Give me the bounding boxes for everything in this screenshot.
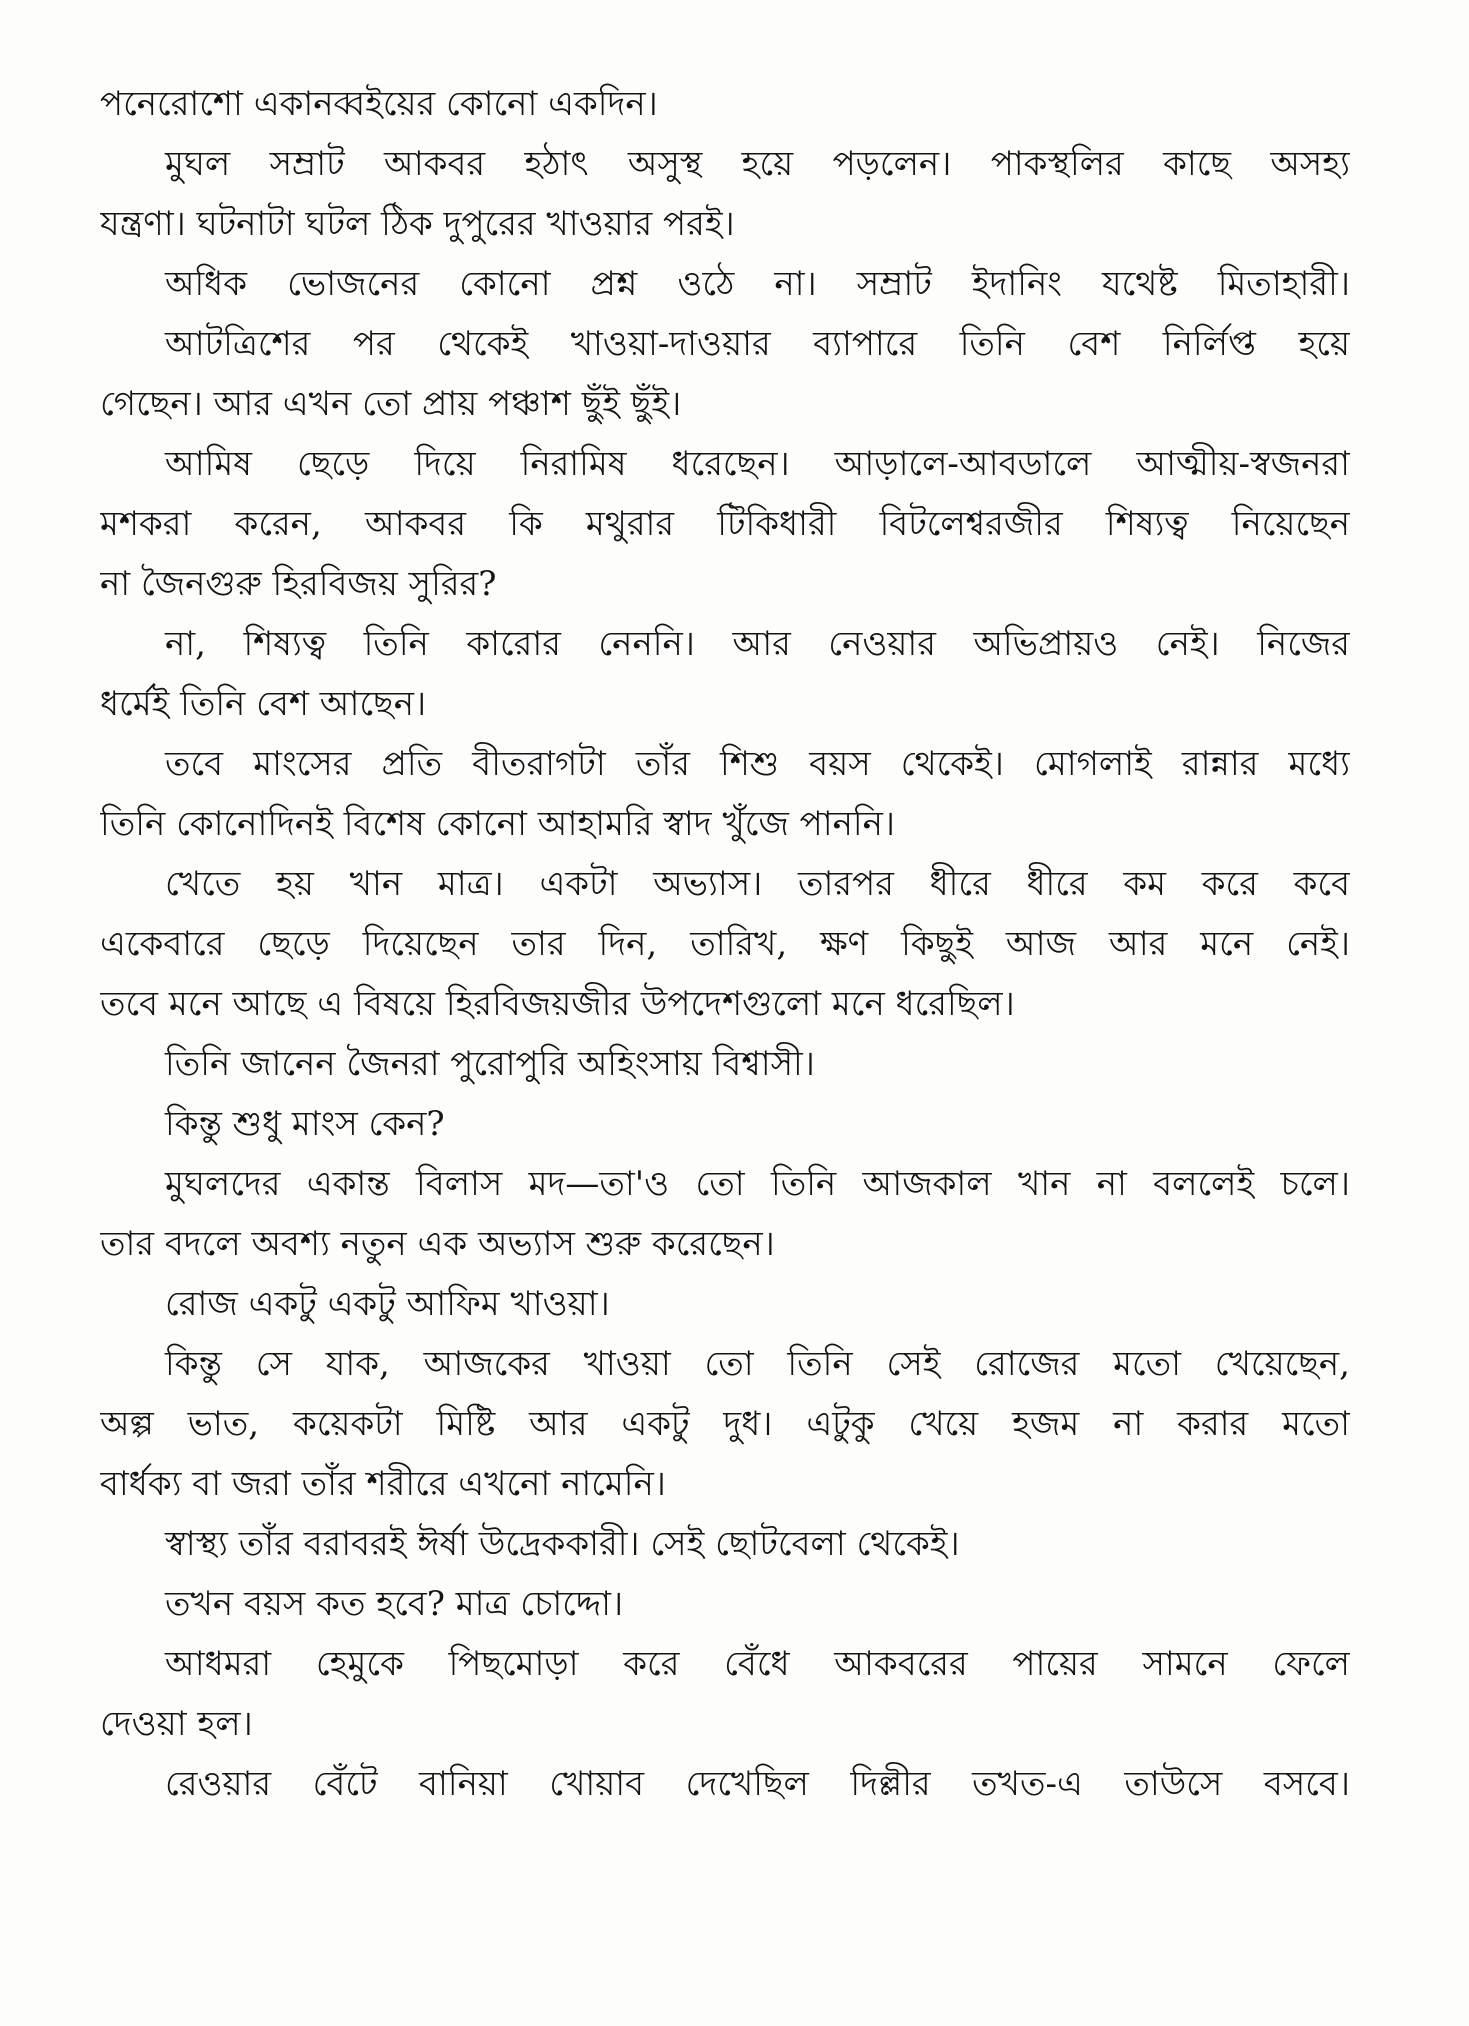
- text-line: তিনি জানেন জৈনরা পুরোপুরি অহিংসায় বিশ্বাসী।: [165, 1044, 815, 1084]
- text-line: বার্ধক্য বা জরা তাঁর শরীরে এখনো নামেনি।: [100, 1464, 666, 1504]
- text-line: মুঘলদের একান্ত বিলাস মদ—তা'ও তো তিনি আজকাল খান না বললেই চলে।: [165, 1164, 1350, 1204]
- text-line: রেওয়ার বেঁটে বানিয়া খোয়াব দেখেছিল দিল্লীর তখত-এ তাউসে বসবে।: [165, 1764, 1350, 1804]
- text-line: যন্ত্রণা। ঘটনাটা ঘটল ঠিক দুপুরের খাওয়ার পরই।: [100, 204, 735, 244]
- text-line: তবে মনে আছে এ বিষয়ে হিরবিজয়জীর উপদেশগুলো মনে ধরেছিল।: [100, 984, 1015, 1024]
- text-line: রোজ একটু একটু আফিম খাওয়া।: [165, 1284, 610, 1324]
- text-line: কিন্তু সে যাক, আজকের খাওয়া তো তিনি সেই রোজের মতো খেয়েছেন,: [165, 1344, 1350, 1384]
- text-line: মশকরা করেন, আকবর কি মথুরার টিকিধারী বিটলেশ্বরজীর শিষ্যত্ব নিয়েছেন: [100, 504, 1350, 544]
- text-line: আধমরা হেমুকে পিছমোড়া করে বেঁধে আকবরের পায়ের সামনে ফেলে: [165, 1644, 1350, 1684]
- text-line: অধিক ভোজনের কোনো প্রশ্ন ওঠে না। সম্রাট ইদানিং যথেষ্ট মিতাহারী।: [165, 264, 1350, 304]
- text-line: তখন বয়স কত হবে? মাত্র চোদ্দো।: [165, 1584, 624, 1624]
- text-line: না, শিষ্যত্ব তিনি কারোর নেননি। আর নেওয়ার অভিপ্রায়ও নেই। নিজের: [165, 624, 1350, 664]
- text-line: গেছেন। আর এখন তো প্রায় পঞ্চাশ ছুঁই ছুঁই।: [100, 384, 682, 424]
- text-line: স্বাস্থ্য তাঁর বরাবরই ঈর্ষা উদ্রেককারী। সেই ছোটবেলা থেকেই।: [165, 1524, 960, 1564]
- text-line: পনেরোশো একানব্বইয়ের কোনো একদিন।: [100, 84, 658, 124]
- text-line: আটত্রিশের পর থেকেই খাওয়া-দাওয়ার ব্যাপারে তিনি বেশ নির্লিপ্ত হয়ে: [165, 324, 1350, 364]
- text-line: তার বদলে অবশ্য নতুন এক অভ্যাস শুরু করেছেন।: [100, 1224, 775, 1264]
- text-line: দেওয়া হল।: [100, 1704, 253, 1744]
- text-line: তবে মাংসের প্রতি বীতরাগটা তাঁর শিশু বয়স থেকেই। মোগলাই রান্নার মধ্যে: [165, 744, 1350, 784]
- text-line: ধর্মেই তিনি বেশ আছেন।: [100, 684, 427, 724]
- text-line: তিনি কোনোদিনই বিশেষ কোনো আহামরি স্বাদ খুঁজে পাননি।: [100, 804, 896, 844]
- text-line: না জৈনগুরু হিরবিজয় সুরির?: [100, 564, 497, 604]
- text-line: কিন্তু শুধু মাংস কেন?: [165, 1104, 445, 1144]
- text-line: মুঘল সম্রাট আকবর হঠাৎ অসুস্থ হয়ে পড়লেন। পাকস্থলির কাছে অসহ্য: [165, 144, 1350, 184]
- text-line: আমিষ ছেড়ে দিয়ে নিরামিষ ধরেছেন। আড়ালে-আবডালে আত্মীয়-স্বজনরা: [165, 444, 1350, 484]
- text-line: খেতে হয় খান মাত্র। একটা অভ্যাস। তারপর ধীরে ধীরে কম করে কবে: [165, 864, 1350, 904]
- text-line: অল্প ভাত, কয়েকটা মিষ্টি আর একটু দুধ। এটুকু খেয়ে হজম না করার মতো: [100, 1404, 1350, 1444]
- text-line: একেবারে ছেড়ে দিয়েছেন তার দিন, তারিখ, ক্ষণ কিছুই আজ আর মনে নেই।: [100, 924, 1350, 964]
